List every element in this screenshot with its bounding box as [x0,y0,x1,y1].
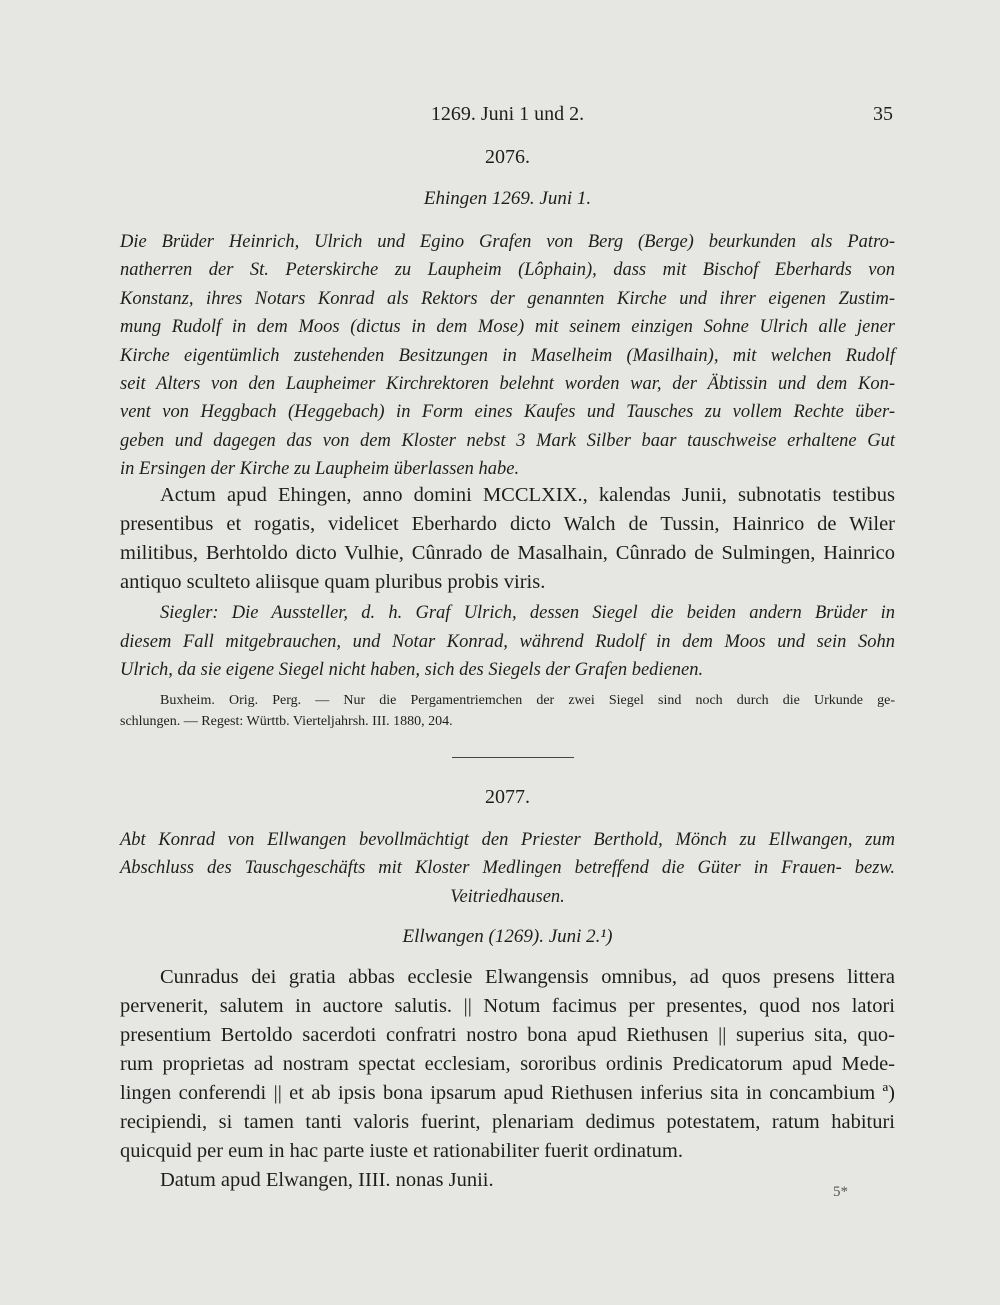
section-divider [452,757,574,758]
note-line: schlungen. — Regest: Württb. Vierteljahrsh. III. 1880, 204. [120,714,453,729]
page-number: 35 [873,103,893,125]
summary-line: in Ersingen der Kirche zu Laupheim überlassen habe. [120,459,520,480]
entry-place-date: Ehingen 1269. Juni 1. [423,188,592,209]
text-line: Actum apud Ehingen, anno domini MCCLXIX., kalendas Junii, subnotatis testibus [160,484,895,506]
summary-line: mung Rudolf in dem Moos (dictus in dem Mose) mit seinem einzigen Sohne Ulrich alle jener [120,317,895,338]
summary-line: Die Brüder Heinrich, Ulrich und Egino Grafen von Berg (Berge) beurkunden als Patro- [120,232,895,252]
signature-mark: 5* [833,1184,848,1200]
closing-line: Datum apud Elwangen, IIII. nonas Junii. [160,1169,494,1191]
entry-place-date: Ellwangen (1269). Juni 2.¹) [402,926,613,947]
text-line: rum proprietas ad nostram spectat ecclesiam, sororibus ordinis Predicatorum apud Mede- [120,1053,895,1075]
text-line: militibus, Berhtoldo dicto Vulhie, Cûnrado de Masalhain, Cûnrado de Sulmingen, Hainrico [120,542,895,564]
summary-line: Veitriedhausen. [450,886,565,907]
text-line: lingen conferendi || et ab ipsis bona ipsarum apud Riethusen inferius sita in concambium ª) [120,1082,895,1104]
text-line: recipiendi, si tamen tanti valoris fuerint, plenariam dedimus potestatem, ratum habituri [120,1111,895,1133]
summary-line: Abschluss des Tauschgeschäfts mit Kloster Medlingen betreffend die Güter in Frauen- bezw. [120,858,895,879]
text-line: Cunradus dei gratia abbas ecclesie Elwangensis omnibus, ad quos presens littera [160,966,895,988]
entry-number: 2076. [485,146,530,168]
summary-line: Konstanz, ihres Notars Konrad als Rektors der genannten Kirche und ihrer eigenen Zustim- [120,288,895,309]
running-header [120,103,895,129]
entry-number: 2077. [485,786,530,808]
seal-line: Siegler: Die Aussteller, d. h. Graf Ulrich, dessen Siegel die beiden andern Brüder in [160,603,895,623]
source-note [120,690,895,732]
summary-line: Abt Konrad von Ellwangen bevollmächtigt den Priester Berthold, Mönch zu Ellwangen, zum [120,830,895,850]
text-line: antiquo sculteto aliisque quam pluribus probis viris. [120,571,546,593]
summary-line: geben und dagegen das von dem Kloster nebst 3 Mark Silber baar tauschweise erhaltene Gut [120,430,895,451]
document-text [120,481,895,597]
summary-line: natherren der St. Peterskirche zu Laupheim (Lôphain), dass mit Bischof Eberhards von [120,260,895,281]
seal-line: diesem Fall mitgebrauchen, und Notar Konrad, während Rudolf in dem Moos und sein Sohn [120,631,895,652]
document-text [120,963,895,1195]
header-title: 1269. Juni 1 und 2. [430,103,585,125]
text-line: presentibus et rogatis, videlicet Eberhardo dicto Walch de Tussin, Hainrico de Wiler [120,513,895,535]
text-line: quicquid per eum in hac parte iuste et rationabiliter fuerit ordinatum. [120,1140,683,1162]
seal-note [120,599,895,685]
summary-line: Kirche eigentümlich zustehenden Besitzungen in Maselheim (Masilhain), mit welchen Rudolf [120,345,895,366]
entry-summary [120,826,895,911]
summary-line: vent von Heggbach (Heggebach) in Form eines Kaufes und Tausches zu vollem Rechte über- [120,402,895,423]
summary-line: seit Alters von den Laupheimer Kirchrektoren belehnt worden war, der Äbtissin und dem Kon- [120,374,895,395]
entry-summary [120,228,895,484]
note-line: Buxheim. Orig. Perg. — Nur die Pergamentriemchen der zwei Siegel sind noch durch die Urkunde ge- [160,693,895,708]
text-line: pervenerit, salutem in auctore salutis. || Notum facimus per presentes, quod nos latori [120,995,895,1017]
text-line: presentium Bertoldo sacerdoti confratri nostro bona apud Riethusen || superius sita, quo- [120,1024,895,1046]
seal-line: Ulrich, da sie eigene Siegel nicht haben, sich des Siegels der Grafen bedienen. [120,660,704,681]
